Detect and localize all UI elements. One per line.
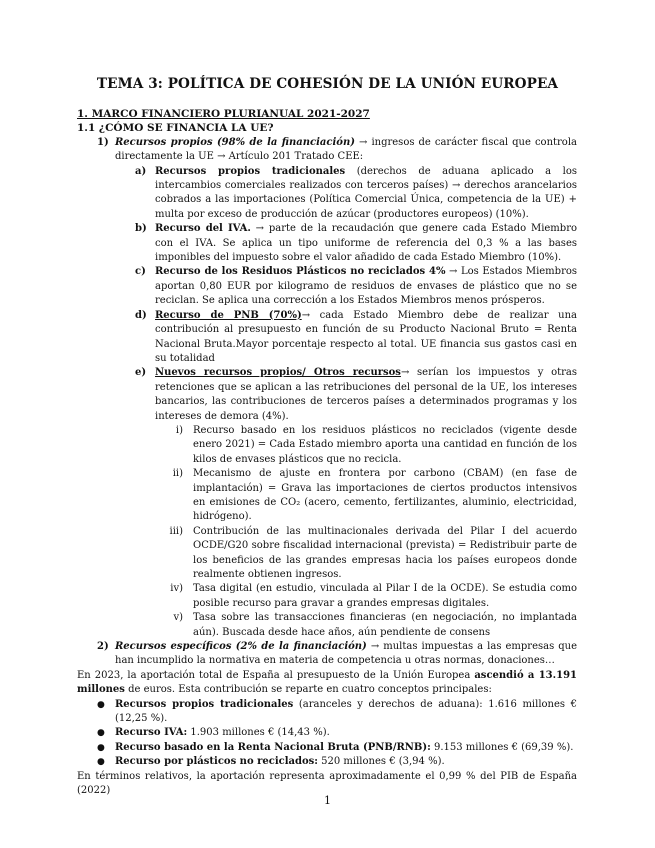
roman-item-iv-number: iv) <box>170 583 183 595</box>
roman-item-ii <box>77 467 577 525</box>
subitem-b <box>77 222 577 265</box>
bullet-text: 520 millones € (3,94 %). <box>317 756 445 768</box>
roman-item-iii <box>77 525 577 583</box>
bullet-heading: Recurso IVA: <box>115 727 188 739</box>
roman-item-v-text: Tasa sobre las transacciones financieras (en negociación, no implantada aún). Buscada desde hace años, aún pendiente de consens <box>193 612 577 638</box>
roman-item-iv <box>77 582 577 611</box>
bullet-icon: ● <box>97 757 105 768</box>
bullet-heading: Recurso basado en la Renta Nacional Bruta (PNB/RNB): <box>115 741 431 753</box>
subitem-c-heading: Recurso de los Residuos Plásticos no reciclados 4% <box>155 266 446 278</box>
bullet-icon: ● <box>97 699 105 710</box>
subitem-e-number: e) <box>135 367 147 379</box>
document-body <box>77 107 577 799</box>
subitem-e-text: → serían los impuestos y otras retenciones que se aplican a las retribuciones del personal de la UE, los intereses bancarios, las contribuciones de terceros países a determinados programas y los intereses de demora (4%). <box>155 367 578 422</box>
roman-item-ii-text: Mecanismo de ajuste en frontera por carbono (CBAM) (en fase de implantación) = Grava las importaciones de ciertos productos intensivos en emisiones de CO₂ (acero, cemento, fertilizantes, aluminio, electricidad, hidrógeno). <box>193 468 577 523</box>
subitem-c-text: → Los Estados Miembros aportan 0,80 EUR por kilogramo de residuos de envases de plástico que no se reciclan. Se aplica una corrección a los Estados Miembros menos prósperos. <box>155 266 578 307</box>
document-title: TEMA 3: POLÍTICA DE COHESIÓN DE LA UNIÓN EUROPEA <box>96 76 559 92</box>
roman-item-v <box>77 611 577 640</box>
bullet-item <box>77 698 577 727</box>
item-1-number: 1) <box>97 136 109 148</box>
item-2-text: → multas impuestas a las empresas que han incumplido la normativa en materia de competencia u otras normas, donaciones… <box>115 641 577 667</box>
subitem-d-text: → cada Estado Miembro debe de realizar una contribución al presupuesto en función de su Producto Nacional Bruto = Renta Nacional Bruta.Mayor porcentaje respecto al total. UE financia sus gastos casi en su totalidad <box>155 309 577 364</box>
item-1 <box>77 136 577 165</box>
subitem-a <box>77 165 577 223</box>
bullet-text: 1.903 millones € (14,43 %). <box>187 727 330 739</box>
page-number: 1 <box>324 794 331 807</box>
item-2 <box>77 640 577 669</box>
bullet-icon: ● <box>97 728 105 739</box>
subitem-a-number: a) <box>135 165 147 177</box>
spain-contribution-paragraph <box>77 669 577 698</box>
subitem-d-number: d) <box>135 309 147 321</box>
roman-item-iv-text: Tasa digital (en estudio, vinculada al Pilar I de la OCDE). Se estudia como posible recurso para gravar a grandes empresas digitales. <box>193 583 577 609</box>
section-heading: 1. MARCO FINANCIERO PLURIANUAL 2021-2027 <box>77 108 370 120</box>
bullet-heading: Recurso por plásticos no reciclados: <box>115 756 318 768</box>
subitem-a-heading: Recursos propios tradicionales <box>155 165 346 177</box>
roman-item-iii-text: Contribución de las multinacionales derivada del Pilar I del acuerdo OCDE/G20 sobre fiscalidad internacional (prevista) = Redistribuir parte de los beneficios de las grandes empresas hacia los países europeos donde realmente obtienen ingresos. <box>193 525 577 580</box>
bullet-heading: Recursos propios tradicionales <box>115 698 294 710</box>
subsection-heading: 1.1 ¿CÓMO SE FINANCIA LA UE? <box>77 122 274 135</box>
roman-item-i-number: i) <box>175 424 183 436</box>
item-2-heading: Recursos específicos (2% de la financiación) <box>115 641 367 653</box>
roman-item-iii-number: iii) <box>169 525 183 537</box>
subitem-b-heading: Recurso del IVA. <box>155 223 251 235</box>
subitem-d <box>77 309 577 367</box>
paragraph-1-post: de euros. Esta contribución se reparte en cuatro conceptos principales: <box>124 684 492 696</box>
bullet-icon: ● <box>97 742 105 753</box>
bullet-item <box>77 726 577 740</box>
subitem-d-heading: Recurso de PNB (70%) <box>155 309 302 321</box>
item-1-text: → ingresos de carácter fiscal que controla directamente la UE → Artículo 201 Tratado CEE: <box>115 136 577 163</box>
subitem-b-text: → parte de la recaudación que genere cada Estado Miembro con el IVA. Se aplica un tipo uniforme de referencia del 0,3 % a las bases imponibles del impuesto sobre el valor añadido de cada Estado Miembro (10%). <box>155 223 577 264</box>
subitem-b-number: b) <box>135 223 147 235</box>
subitem-e <box>77 366 577 424</box>
bullet-item <box>77 741 577 755</box>
roman-item-i-text: Recurso basado en los residuos plásticos no reciclados (vigente desde enero 2021) = Cada Estado miembro aporta una cantidad en función de los kilos de envases plásticos que no recicla. <box>193 424 577 465</box>
subitem-e-heading: Nuevos recursos propios/ Otros recursos <box>155 367 401 379</box>
subitem-c <box>77 265 577 308</box>
item-1-heading: Recursos propios (98% de la financiación) <box>115 136 355 148</box>
roman-item-v-number: v) <box>173 612 183 624</box>
bullet-text: (aranceles y derechos de aduana): 1.616 millones € (12,25 %). <box>115 698 577 725</box>
subitem-c-number: c) <box>135 266 146 278</box>
subitem-a-text: (derechos de aduana aplicado a los intercambios comerciales realizados con terceros países) → derechos arancelarios cobrados a las importaciones (Política Comercial Única, competencia de la UE) + multa por exceso de producción de azúcar (productores europeos) (10%). <box>155 165 577 220</box>
bullet-item <box>77 755 577 769</box>
paragraph-1-pre: En 2023, la aportación total de España al presupuesto de la Unión Europea <box>77 669 475 681</box>
paragraph-1-bold: ascendió a 13.191 millones <box>77 669 577 696</box>
bullet-text: 9.153 millones € (69,39 %). <box>430 741 574 753</box>
roman-item-ii-number: ii) <box>172 468 183 480</box>
gdp-paragraph: En términos relativos, la aportación representa aproximadamente el 0,99 % del PIB de España (2022) <box>77 770 577 797</box>
roman-item-i <box>77 424 577 467</box>
item-2-number: 2) <box>97 641 109 653</box>
